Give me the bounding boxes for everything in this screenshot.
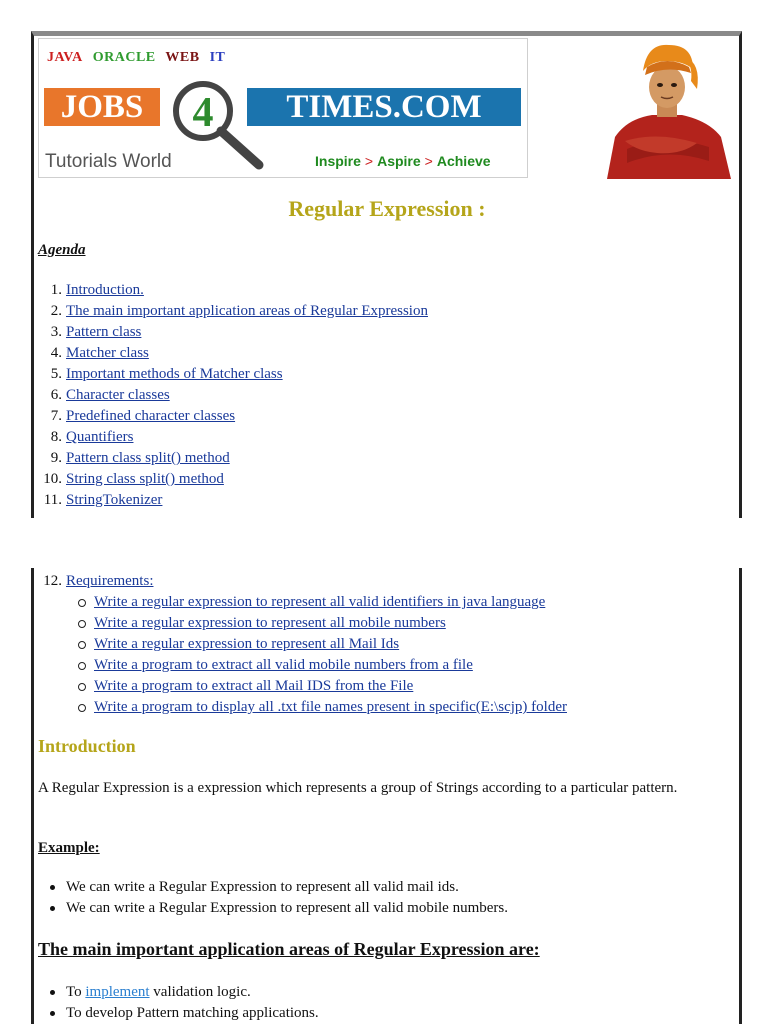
requirement-link-extract-mail[interactable]: Write a program to extract all Mail IDS from the File — [94, 678, 414, 694]
bullet-dot-icon — [50, 1011, 55, 1016]
list-item — [48, 1003, 319, 1024]
item-number: 10. — [43, 471, 62, 487]
item-number: 1. — [50, 282, 62, 298]
tagline-it: IT — [209, 50, 226, 65]
agenda-link-quantifiers[interactable]: Quantifiers — [66, 429, 134, 445]
implement-link[interactable]: implement — [85, 984, 150, 1000]
introduction-heading: Introduction — [38, 736, 136, 756]
area-text: To develop Pattern matching applications. — [66, 1005, 319, 1021]
list-item — [38, 322, 428, 343]
example-heading: Example: — [38, 840, 100, 856]
circle-bullet-icon — [78, 704, 86, 712]
list-item — [38, 448, 428, 469]
list-item — [76, 697, 567, 718]
example-text: We can write a Regular Expression to represent all valid mail ids. — [66, 879, 459, 895]
agenda-link-application-areas[interactable]: The main important application areas of Regular Expression — [66, 303, 428, 319]
bullet-dot-icon — [50, 906, 55, 911]
requirement-link-txt-files[interactable]: Write a program to display all .txt file names present in specific(E:\scjp) folder — [94, 699, 567, 715]
list-item — [76, 613, 567, 634]
example-text: We can write a Regular Expression to represent all valid mobile numbers. — [66, 900, 508, 916]
list-item — [48, 982, 319, 1003]
agenda-link-pattern-split[interactable]: Pattern class split() method — [66, 450, 230, 466]
list-item — [38, 364, 428, 385]
logo-times: TIMES.COM — [247, 88, 521, 126]
bullet-dot-icon — [50, 990, 55, 995]
agenda-link-requirements[interactable]: Requirements: — [66, 573, 154, 589]
slogan-sep-1: > — [364, 153, 374, 169]
area-prefix: To — [66, 984, 86, 1000]
examples-list — [48, 877, 508, 919]
logo-jobs: JOBS — [44, 88, 160, 126]
item-number: 3. — [50, 324, 62, 340]
agenda-label: Agenda — [38, 242, 86, 258]
list-item — [38, 490, 428, 511]
item-number: 8. — [50, 429, 62, 445]
agenda-link-predefined-classes[interactable]: Predefined character classes — [66, 408, 236, 424]
agenda-link-string-split[interactable]: String class split() method — [66, 471, 224, 487]
banner-tagline — [47, 50, 231, 66]
list-item — [76, 655, 567, 676]
agenda-link-matcher-methods[interactable]: Important methods of Matcher class — [66, 366, 283, 382]
bullet-dot-icon — [50, 885, 55, 890]
list-item — [76, 592, 567, 613]
item-number: 7. — [50, 408, 62, 424]
list-item — [76, 676, 567, 697]
circle-bullet-icon — [78, 599, 86, 607]
agenda-link-matcher-class[interactable]: Matcher class — [66, 345, 149, 361]
requirement-link-identifiers[interactable]: Write a regular expression to represent all valid identifiers in java language — [94, 594, 546, 610]
application-areas-heading: The main important application areas of Regular Expression are: — [38, 939, 540, 959]
requirement-link-extract-mobile[interactable]: Write a program to extract all valid mobile numbers from a file — [94, 657, 473, 673]
banner-slogan — [315, 153, 491, 169]
agenda-list-continued — [38, 571, 153, 592]
item-number: 5. — [50, 366, 62, 382]
item-number: 6. — [50, 387, 62, 403]
list-item — [38, 385, 428, 406]
logo-four: 4 — [192, 90, 214, 136]
page-title: Regular Expression : — [288, 196, 486, 221]
item-number: 4. — [50, 345, 62, 361]
tagline-web: WEB — [165, 50, 200, 65]
requirement-link-mail-ids[interactable]: Write a regular expression to represent all Mail Ids — [94, 636, 400, 652]
list-item — [38, 301, 428, 322]
list-item — [38, 280, 428, 301]
item-number: 2. — [50, 303, 62, 319]
introduction-paragraph: A Regular Expression is a expression which represents a group of Strings according to a particular pattern. — [38, 780, 678, 796]
list-item — [38, 343, 428, 364]
requirement-link-mobile-numbers[interactable]: Write a regular expression to represent all mobile numbers — [94, 615, 446, 631]
application-areas-list — [48, 982, 319, 1024]
list-item — [48, 898, 508, 919]
item-number: 11. — [43, 492, 62, 508]
tagline-oracle: ORACLE — [92, 50, 156, 65]
tutorials-world: Tutorials World — [45, 151, 172, 172]
slogan-aspire: Aspire — [377, 153, 421, 169]
requirements-list — [76, 592, 567, 718]
item-number: 12. — [43, 573, 62, 589]
slogan-sep-2: > — [424, 153, 433, 169]
list-item — [76, 634, 567, 655]
circle-bullet-icon — [78, 620, 86, 628]
circle-bullet-icon — [78, 683, 86, 691]
tagline-java: JAVA — [47, 50, 83, 65]
portrait-image — [597, 37, 737, 179]
area-suffix: validation logic. — [149, 984, 251, 1000]
list-item — [48, 877, 508, 898]
agenda-link-stringtokenizer[interactable]: StringTokenizer — [66, 492, 163, 508]
agenda-link-character-classes[interactable]: Character classes — [66, 387, 170, 403]
site-banner — [38, 38, 528, 178]
list-item — [38, 427, 428, 448]
slogan-achieve: Achieve — [436, 153, 491, 169]
circle-bullet-icon — [78, 641, 86, 649]
list-item — [38, 571, 153, 592]
list-item — [38, 469, 428, 490]
circle-bullet-icon — [78, 662, 86, 670]
agenda-link-introduction[interactable]: Introduction. — [66, 282, 144, 298]
slogan-inspire: Inspire — [315, 153, 361, 169]
item-number: 9. — [50, 450, 62, 466]
agenda-link-pattern-class[interactable]: Pattern class — [66, 324, 142, 340]
agenda-list — [38, 280, 428, 511]
list-item — [38, 406, 428, 427]
